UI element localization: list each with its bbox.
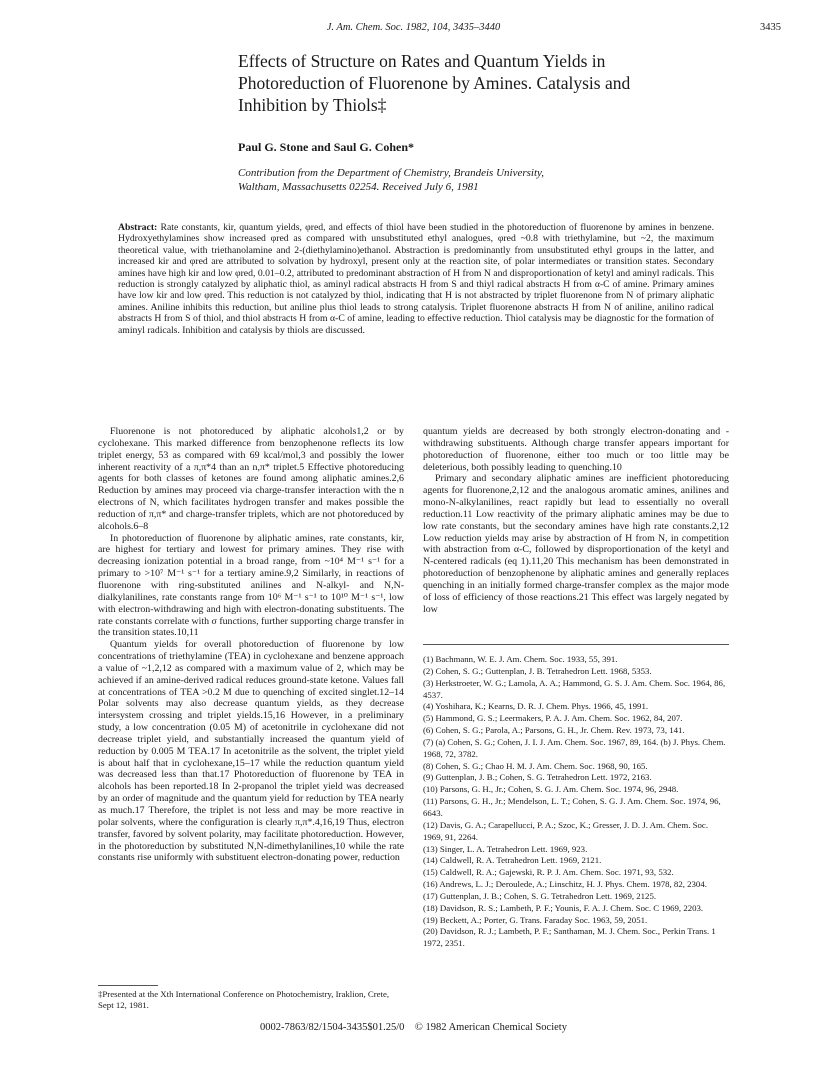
abstract-text: Rate constants, kir, quantum yields, φred, and effects of thiol have been studied in the photoreduction of fluorenone by amines in benzene. Hydroxyethylamines show increased φred as compared with unsubstituted ethyl analogues, φred ~0.8 with triethylamine, but ~2, the maximum theoretical value, with triethanolamine and 2-(diethylamino)ethanol. Abstraction is predominantly from unsubstituted ethyl groups in the latter, and increased kir and φred are attributed to solvation by hydroxyl, present only at the reaction site, of polar intermediates or transition states. Secondary amines have high kir and low φred, 0.01–0.2, attributed to predominant abstraction of H from N and disproportionation of ketyl and aminyl radicals. This reduction is strongly catalyzed by aliphatic thiol, as aminyl radical abstracts H from S and thiyl radical abstracts H from α-C of amine. Primary amines have low kir and low φred. This reduction is not catalyzed by thiol, indicating that H is not abstracted by triplet fluorenone from N of primary aliphatic amines. Aniline inhibits this reduction, but aniline plus thiol leads to strong catalysis. Triplet fluorenone abstracts H from N of aniline, anilino radical abstracts H from S of thiol, and thiol abstracts H from α-C of amine, leading to effective reduction. Thiol catalysis may be diagnostic for the formation of aminyl radicals. Inhibition and catalysis by thiols are discussed. — [118, 222, 714, 336]
reference-item: (20) Davidson, R. J.; Lambeth, P. F.; Santhaman, M. J. Chem. Soc., Perkin Trans. 1 1972, 2351. — [423, 926, 716, 949]
reference-item: (14) Caldwell, R. A. Tetrahedron Lett. 1969, 2121. — [423, 855, 602, 866]
body-paragraph: Fluorenone is not photoreduced by aliphatic alcohols1,2 or by cyclohexane. This marked difference from benzophenone reflects its low triplet energy, 53 as compared with 69 kcal/mol,3 and possibly the lower inherent reactivity of a π,π*4 than an n,π* triplet.5 Effective photoreducing agents for both classes of ketones are found among aliphatic amines.2,6 Reduction by amines may proceed via charge-transfer interaction with the n electrons of N, which facilitates hydrogen transfer and makes possible the reduction of π,π* and charge-transfer triplets, which are not photoreduced by alcohols.6–8 — [98, 426, 404, 532]
body-paragraph: quantum yields are decreased by both strongly electron-donating and -withdrawing substituents. Although charge transfer appears important for photoreduction of fluorenone, either too much or too little may be deleterious, both possibly leading to quenching.10 — [423, 426, 729, 473]
body-paragraph: Primary and secondary aliphatic amines are inefficient photoreducing agents for fluorenone,2,12 and the analogous aromatic amines, anilines and mono-N-alkylanilines, react rapidly but lead to essentially no overall reduction.11 Low reactivity of the primary aliphatic amines may be due to low rate constants, but the secondary amines have high rate constants.2,12 Low reduction yields may arise by abstraction of H from N, in competition with abstraction from α-C, followed by disproportionation of the ketyl and N-centered radicals (eq 1).11,20 This mechanism has been demonstrated in photoreduction of benzophenone by aliphatic amines and generally replaces quenching in an initially formed charge-transfer complex as the major mode of loss of efficiency of those reactions.21 This effect was largely negated by low — [423, 473, 729, 615]
reference-item: (12) Davis, G. A.; Carapellucci, P. A.; Szoc, K.; Gresser, J. D. J. Am. Chem. Soc. 1969, 91, 2264. — [423, 819, 709, 842]
reference-item: (17) Guttenplan, J. B.; Cohen, S. G. Tetrahedron Lett. 1969, 2125. — [423, 890, 657, 901]
reference-item: (11) Parsons, G. H., Jr.; Mendelson, L. T.; Cohen, S. G. J. Am. Chem. Soc. 1974, 96, 6643. — [423, 796, 721, 818]
copyright-line — [0, 1022, 827, 1033]
reference-item: (3) Herkstroeter, W. G.; Lamola, A. A.; Hammond, G. S. J. Am. Chem. Soc. 1964, 86, 4537. — [423, 677, 726, 700]
reference-item: (5) Hammond, G. S.; Leermakers, P. A. J. Am. Chem. Soc. 1962, 84, 207. — [423, 713, 683, 724]
body-column-right — [423, 426, 729, 616]
reference-item: (19) Beckett, A.; Porter, G. Trans. Faraday Soc. 1963, 59, 2051. — [423, 914, 648, 925]
copyright-notice: © 1982 American Chemical Society — [414, 1022, 567, 1033]
article-title: Effects of Structure on Rates and Quantum Yields in Photoreduction of Fluorenone by Amines. Catalysis and Inhibition by Thiols‡ — [238, 51, 631, 115]
abstract — [118, 222, 714, 336]
reference-item: (13) Singer, L. A. Tetrahedron Lett. 1969, 923. — [423, 843, 588, 854]
footnote-divider — [98, 985, 158, 986]
reference-item: (7) (a) Cohen, S. G.; Cohen, J. I. J. Am. Chem. Soc. 1967, 89, 164. (b) J. Phys. Chem. 1968, 72, 3782. — [423, 736, 726, 759]
body-column-left — [98, 426, 404, 864]
article-code: 0002-7863/82/1504-3435$01.25/0 — [260, 1022, 405, 1033]
reference-list — [423, 654, 729, 950]
references-divider — [423, 644, 729, 645]
affiliation — [238, 166, 698, 194]
reference-item: (2) Cohen, S. G.; Guttenplan, J. B. Tetrahedron Lett. 1968, 5353. — [423, 665, 652, 676]
affiliation-line-1: Contribution from the Department of Chemistry, Brandeis University, — [238, 167, 545, 179]
reference-item: (9) Guttenplan, J. B.; Cohen, S. G. Tetrahedron Lett. 1972, 2163. — [423, 772, 652, 783]
abstract-label: Abstract: — [118, 222, 158, 233]
body-paragraph: In photoreduction of fluorenone by aliphatic amines, rate constants, kir, are highest for tertiary and lowest for primary amines. They rise with decreasing ionization potential in a broad range, from ~10⁴ M⁻¹ s⁻¹ for a primary to >10⁷ M⁻¹ s⁻¹ for a tertiary amine.9,2 Similarly, in reactions of fluorenone with ring-substituted anilines and N-alkyl- and N,N-dialkylanilines, rate constants range from 10⁶ M⁻¹ s⁻¹ to 10¹⁰ M⁻¹ s⁻¹, low with electron-withdrawing and high with electron-donating substituents. The rate constants correlate with σ functions, further supporting charge transfer in the transition states.10,11 — [98, 532, 404, 639]
body-paragraph: Quantum yields for overall photoreduction of fluorenone by low concentrations of triethylamine (TEA) in cyclohexane and benzene approach a value of ~1,2,12 as compared with a maximum value of 2, which may be achieved if an amine-derived radical reduces ground-state ketone. Values fall at concentrations of TEA >0.2 M due to quenching of excited singlet.12–14 Polar solvents may also decrease quantum yields, as they decrease intersystem crossing and triplet yields.15,16 However, in a preliminary study, a low concentration (0.05 M) of acetonitrile in cyclohexane did not decrease triplet yield, and substantially increased the quantum yield of reduction by 0.005 M TEA.17 In acetonitrile as the solvent, the triplet yield is about half that in cyclohexane,15–17 while the reduction quantum yield was decreased less than that.17 Photoreduction of fluorenone by TEA in alcohols has been reported.18 In 2-propanol the triplet yield was decreased by an order of magnitude and the quantum yield for reduction by TEA nearly as much.17 Therefore, the triplet is not less and may be more reactive in polar solvents, where the configuration is clearly π,π*.4,16,19 Thus, electron transfer, favored by solvent polarity, may facilitate photoreduction. However, in the photoreduction by substituted N,N-dimethylanilines,10 while the rate constants rise uniformly with substituent electron-donating power, reduction — [98, 639, 404, 864]
affiliation-line-2: Waltham, Massachusetts 02254. Received July 6, 1981 — [238, 181, 479, 193]
reference-item: (1) Bachmann, W. E. J. Am. Chem. Soc. 1933, 55, 391. — [423, 654, 618, 664]
reference-item: (8) Cohen, S. G.; Chao H. M. J. Am. Chem. Soc. 1968, 90, 165. — [423, 760, 648, 771]
reference-item: (10) Parsons, G. H., Jr.; Cohen, S. G. J. Am. Chem. Soc. 1974, 96, 2948. — [423, 784, 679, 795]
page-number: 3435 — [760, 22, 781, 33]
reference-item: (4) Yoshihara, K.; Kearns, D. R. J. Chem. Phys. 1966, 45, 1991. — [423, 701, 649, 712]
reference-item: (15) Caldwell, R. A.; Gajewski, R. P. J. Am. Chem. Soc. 1971, 93, 532. — [423, 867, 674, 878]
running-head: J. Am. Chem. Soc. 1982, 104, 3435–3440 — [326, 22, 501, 33]
reference-item: (16) Andrews, L. J.; Deroulede, A.; Linschitz, H. J. Phys. Chem. 1978, 82, 2304. — [423, 879, 707, 890]
reference-item: (18) Davidson, R. S.; Lambeth, P. F.; Younis, F. A. J. Chem. Soc. C 1969, 2203. — [423, 902, 704, 913]
title-footnote: ‡Presented at the Xth International Conference on Photochemistry, Iraklion, Crete, Sept 12, 1981. — [98, 989, 390, 1010]
reference-item: (6) Cohen, S. G.; Parola, A.; Parsons, G. H., Jr. Chem. Rev. 1973, 73, 141. — [423, 725, 685, 736]
author-list: Paul G. Stone and Saul G. Cohen* — [238, 140, 415, 154]
